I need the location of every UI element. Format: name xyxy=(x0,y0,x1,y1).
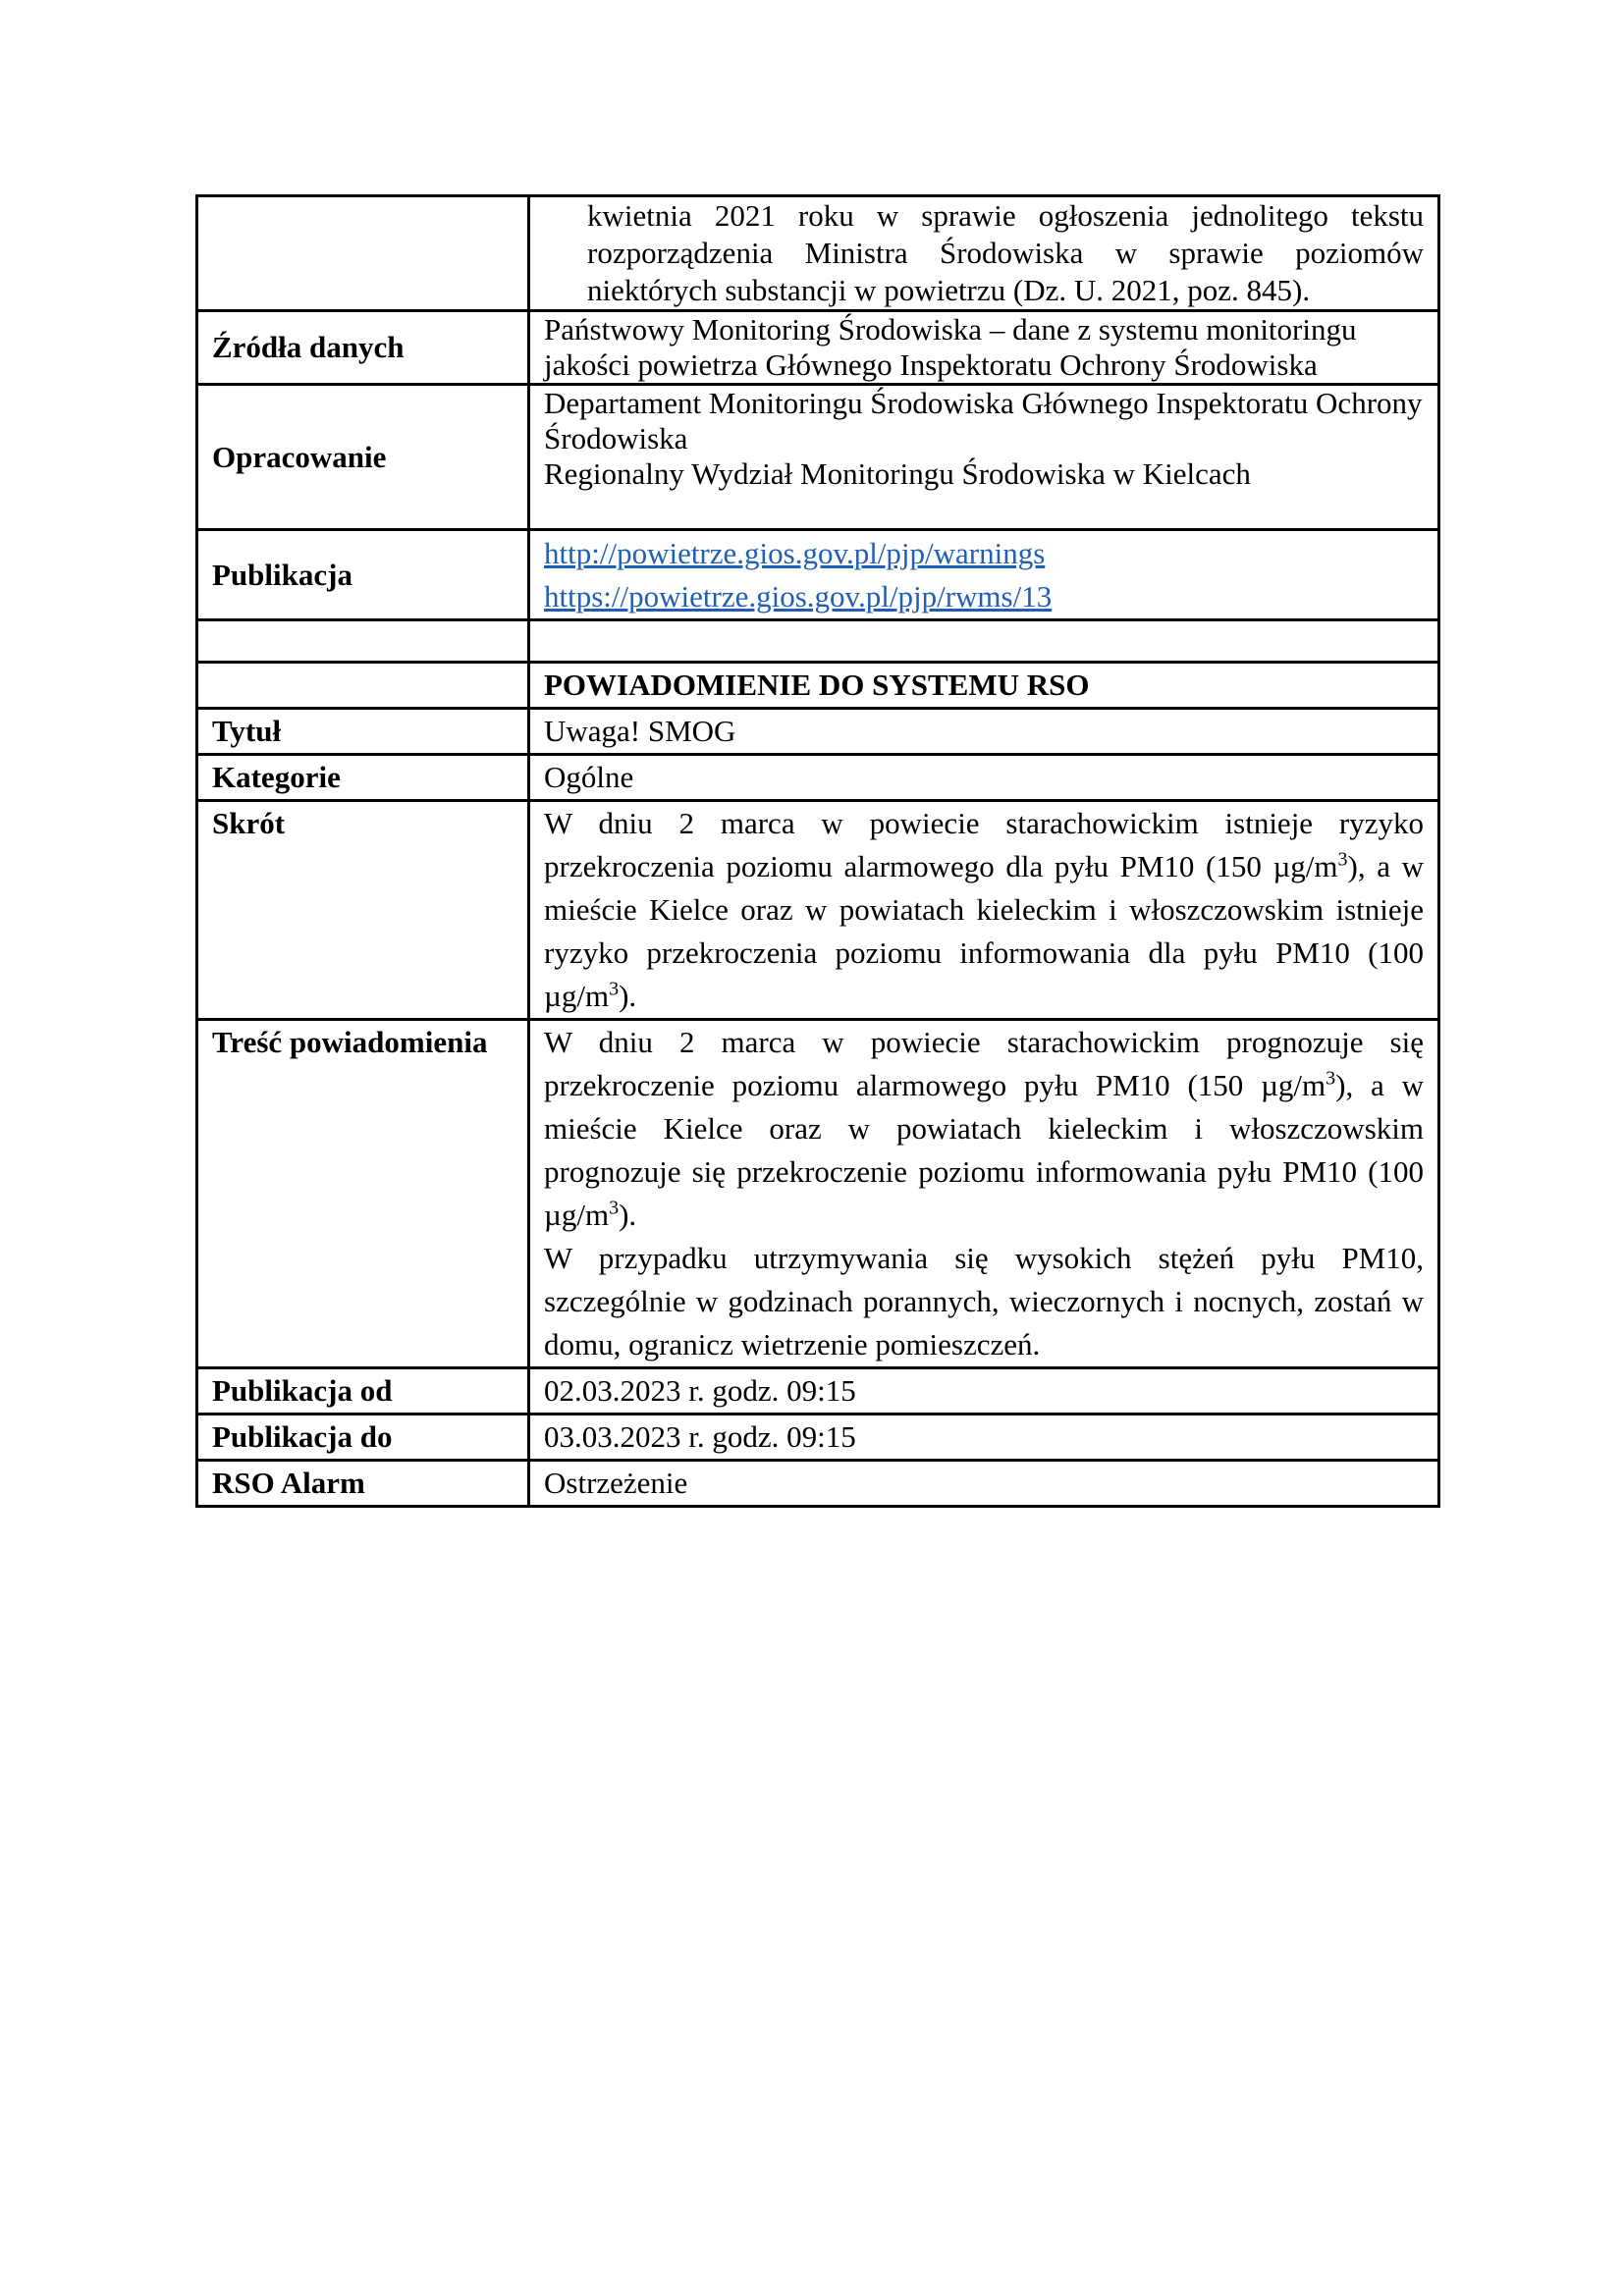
title-value: Uwaga! SMOG xyxy=(529,709,1439,755)
warnings-link[interactable]: http://powietrze.gios.gov.pl/pjp/warnings xyxy=(544,535,1046,570)
prepared-value xyxy=(529,385,1439,530)
publication-to-value: 03.03.2023 r. godz. 09:15 xyxy=(529,1415,1439,1461)
publication-to-label: Publikacja do xyxy=(197,1415,529,1461)
rso-header: POWIADOMIENIE DO SYSTEMU RSO xyxy=(529,663,1439,709)
summary-superscript-2: 3 xyxy=(609,978,620,1000)
table-row xyxy=(197,1461,1439,1507)
publication-from-label: Publikacja od xyxy=(197,1368,529,1415)
category-label: Kategorie xyxy=(197,755,529,801)
publication-links xyxy=(529,530,1439,620)
sources-label: Źródła danych xyxy=(197,311,529,385)
title-label: Tytuł xyxy=(197,709,529,755)
table-row xyxy=(197,755,1439,801)
summary-text-2: ), a w mieście Kielce oraz w powiatach kieleckim i włoszczowskim istnieje ryzyko przekroczenia poziomu informowania dla pyłu PM10 (100 µg/m xyxy=(544,849,1424,1013)
table-row xyxy=(197,801,1439,1020)
prepared-line-2: Regionalny Wydział Monitoringu Środowiska w Kielcach xyxy=(544,456,1251,491)
rso-alarm-label: RSO Alarm xyxy=(197,1461,529,1507)
empty-cell xyxy=(197,620,529,663)
content-value xyxy=(529,1020,1439,1368)
summary-label: Skrót xyxy=(197,801,529,1020)
table-row xyxy=(197,1020,1439,1368)
table-row xyxy=(197,311,1439,385)
rso-alarm-value: Ostrzeżenie xyxy=(529,1461,1439,1507)
publication-from-value: 02.03.2023 r. godz. 09:15 xyxy=(529,1368,1439,1415)
summary-value xyxy=(529,801,1439,1020)
empty-cell xyxy=(529,620,1439,663)
summary-text-3: ). xyxy=(619,979,637,1013)
notification-table xyxy=(195,194,1440,1508)
prepared-line-1: Departament Monitoringu Środowiska Głównego Inspektoratu Ochrony Środowiska xyxy=(544,386,1423,455)
table-row xyxy=(197,385,1439,530)
empty-cell xyxy=(197,663,529,709)
content-label: Treść powiadomienia xyxy=(197,1020,529,1368)
table-row xyxy=(197,196,1439,311)
content-superscript-2: 3 xyxy=(609,1197,620,1219)
table-row xyxy=(197,663,1439,709)
publication-label: Publikacja xyxy=(197,530,529,620)
empty-cell xyxy=(197,196,529,311)
rwms-link[interactable]: https://powietrze.gios.gov.pl/pjp/rwms/13 xyxy=(544,578,1053,614)
table-row xyxy=(197,1368,1439,1415)
content-text-1: W dniu 2 marca w powiecie starachowickim prognozuje się przekroczenie poziomu alarmowego pyłu PM10 (150 µg/m xyxy=(544,1025,1424,1102)
content-text-2: ), a w mieście Kielce oraz w powiatach kieleckim i włoszczowskim prognozuje się przekroczenie poziomu informowania pyłu PM10 (100 µg/m xyxy=(544,1068,1424,1232)
table-row xyxy=(197,709,1439,755)
content-paragraph-1 xyxy=(544,1021,1424,1237)
legal-basis-continuation: kwietnia 2021 roku w sprawie ogłoszenia jednolitego tekstu rozporządzenia Ministra Środowiska w sprawie poziomów niektórych substancji w powietrzu (Dz. U. 2021, poz. 845). xyxy=(529,196,1439,311)
content-text-3: ). xyxy=(619,1198,637,1232)
table-row xyxy=(197,530,1439,620)
summary-text-1: W dniu 2 marca w powiecie starachowickim istnieje ryzyko przekroczenia poziomu alarmowego dla pyłu PM10 (150 µg/m xyxy=(544,806,1424,883)
category-value: Ogólne xyxy=(529,755,1439,801)
content-paragraph-2: W przypadku utrzymywania się wysokich stężeń pyłu PM10, szczególnie w godzinach porannych, wieczornych i nocnych, zostań w domu, ogranicz wietrzenie pomieszczeń. xyxy=(544,1241,1424,1362)
content-superscript-1: 3 xyxy=(1326,1067,1336,1090)
prepared-label: Opracowanie xyxy=(197,385,529,530)
summary-superscript-1: 3 xyxy=(1337,848,1348,871)
table-row xyxy=(197,1415,1439,1461)
table-row-empty xyxy=(197,620,1439,663)
sources-value: Państwowy Monitoring Środowiska – dane z systemu monitoringu jakości powietrza Głównego Inspektoratu Ochrony Środowiska xyxy=(529,311,1439,385)
